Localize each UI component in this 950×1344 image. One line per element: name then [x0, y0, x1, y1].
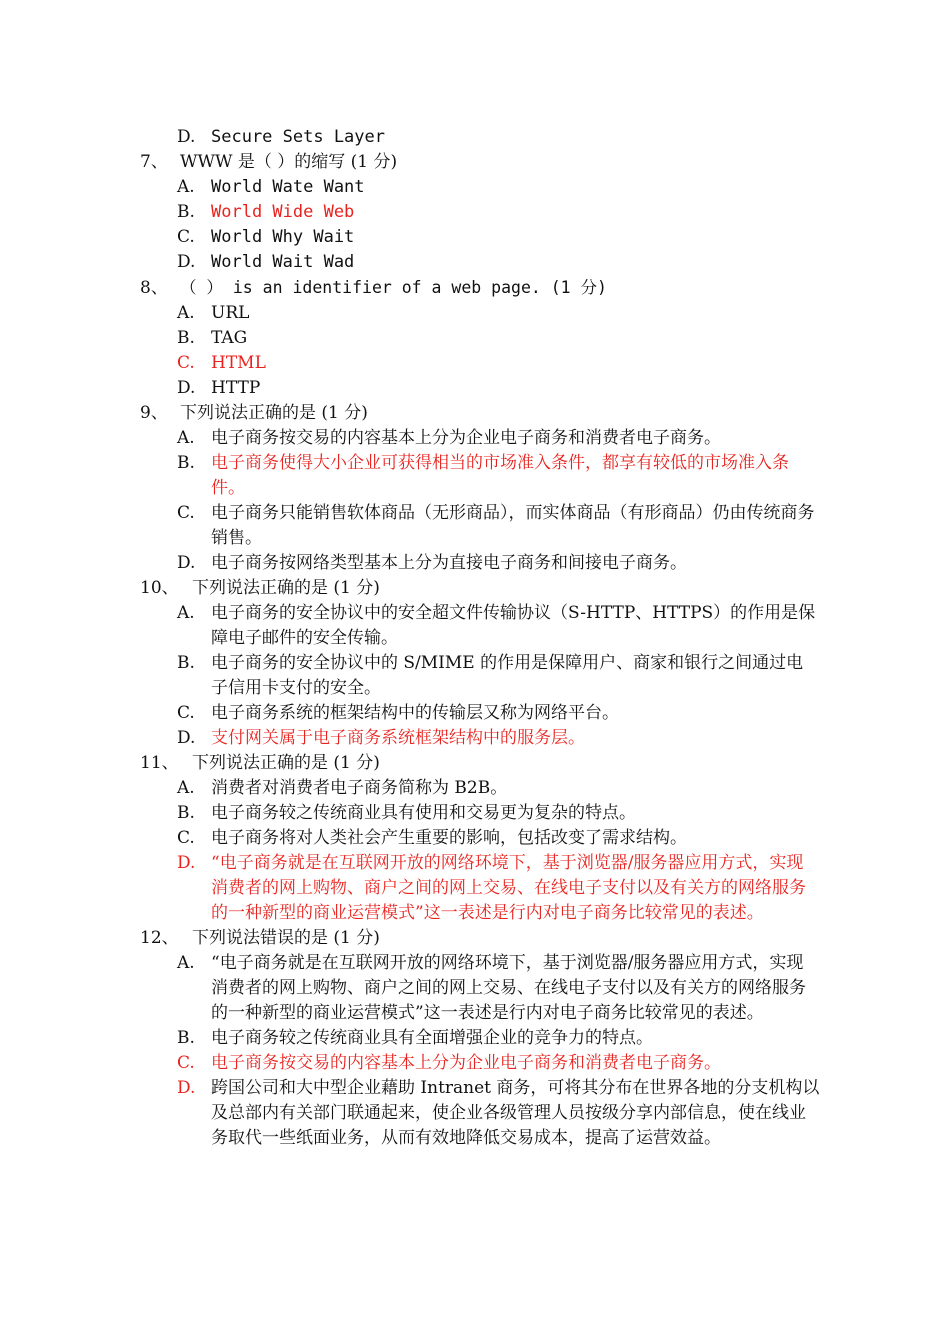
option-text: 电子商务较之传统商业具有全面增强企业的竞争力的特点。 — [211, 1028, 653, 1048]
q10-option-a — [177, 601, 820, 651]
option-letter: A. — [177, 177, 195, 197]
question-text: 下列说法错误的是 (1 分) — [192, 928, 380, 948]
option-text: 电子商务按交易的内容基本上分为企业电子商务和消费者电子商务。 — [211, 428, 721, 448]
question-number: 12、 — [140, 928, 179, 948]
option-text: TAG — [211, 328, 248, 348]
question-12 — [140, 926, 820, 951]
option-letter-answer: D. — [177, 853, 196, 873]
question-text: WWW 是（ ）的缩写 (1 分) — [180, 152, 398, 172]
q8-option-c — [177, 351, 820, 376]
option-letter: B. — [177, 453, 195, 473]
option-text-answer: 支付网关属于电子商务系统框架结构中的服务层。 — [211, 728, 585, 748]
q10-option-b — [177, 651, 820, 701]
q12-option-a — [177, 951, 820, 1026]
q7-option-b — [177, 200, 820, 225]
option-letter: A. — [177, 603, 195, 623]
option-letter: C. — [177, 703, 195, 723]
q12-option-d — [177, 1076, 820, 1151]
q11-option-a — [177, 776, 820, 801]
option-text-answer: HTML — [211, 353, 266, 373]
q9-option-c — [177, 501, 820, 551]
q11-option-b — [177, 801, 820, 826]
option-text: HTTP — [211, 378, 261, 398]
q8-option-d — [177, 376, 820, 401]
question-text: 下列说法正确的是 (1 分) — [180, 403, 368, 423]
option-text: “电子商务就是在互联网开放的网络环境下，基于浏览器/服务器应用方式，实现消费者的网上购物、商户之间的网上交易、在线电子支付以及有关方的网络服务的一种新型的商业运营模式”这一表述是行内对电子商务比较常见的表述。 — [211, 953, 806, 1023]
question-7 — [140, 150, 820, 175]
q8-option-b — [177, 326, 820, 351]
question-number: 11、 — [140, 753, 179, 773]
q12-option-c — [177, 1051, 820, 1076]
option-text: World Wate Want — [211, 177, 365, 197]
option-text-answer: World Wide Web — [211, 202, 355, 222]
option-text: World Wait Wad — [211, 252, 355, 272]
option-letter: B. — [177, 1028, 195, 1048]
option-letter-answer: C. — [177, 353, 195, 373]
option-letter: D. — [177, 252, 196, 272]
option-text: 消费者对消费者电子商务简称为 B2B。 — [211, 778, 508, 798]
question-10 — [140, 576, 820, 601]
q7-option-c — [177, 225, 820, 250]
q9-option-a — [177, 426, 820, 451]
option-letter: A. — [177, 778, 195, 798]
prev-question-option-d — [177, 125, 820, 150]
option-letter: B. — [177, 202, 195, 222]
question-number: 9、 — [140, 403, 168, 423]
option-text: 电子商务的安全协议中的 S/MIME 的作用是保障用户、商家和银行之间通过电子信用卡支付的安全。 — [211, 653, 804, 698]
q10-option-d — [177, 726, 820, 751]
option-text-answer: “电子商务就是在互联网开放的网络环境下，基于浏览器/服务器应用方式，实现消费者的网上购物、商户之间的网上交易、在线电子支付以及有关方的网络服务的一种新型的商业运营模式”这一表述是行内对电子商务比较常见的表述。 — [211, 853, 806, 923]
option-letter: D. — [177, 127, 196, 147]
question-list — [140, 125, 820, 1151]
option-text: World Why Wait — [211, 227, 355, 247]
option-letter: A. — [177, 953, 195, 973]
option-text: 跨国公司和大中型企业藉助 Intranet 商务，可将其分布在世界各地的分支机构以及总部内有关部门联通起来，使企业各级管理人员按级分享内部信息，使在线业务取代一些纸面业务，从而有效地降低交易成本，提高了运营效益。 — [211, 1078, 820, 1148]
question-text: 下列说法正确的是 (1 分) — [192, 753, 380, 773]
option-letter: C. — [177, 227, 195, 247]
q11-option-c — [177, 826, 820, 851]
option-text: 电子商务只能销售软体商品（无形商品），而实体商品（有形商品）仍由传统商务销售。 — [211, 503, 815, 548]
option-letter: C. — [177, 503, 195, 523]
option-letter-answer: C. — [177, 1053, 195, 1073]
question-8 — [140, 275, 820, 301]
option-text: 电子商务系统的框架结构中的传输层又称为网络平台。 — [211, 703, 619, 723]
option-letter: B. — [177, 653, 195, 673]
q11-option-d — [177, 851, 820, 926]
question-9 — [140, 401, 820, 426]
q9-option-d — [177, 551, 820, 576]
option-text-answer: 电子商务使得大小企业可获得相当的市场准入条件，都享有较低的市场准入条件。 — [211, 453, 789, 498]
question-11 — [140, 751, 820, 776]
option-text: Secure Sets Layer — [211, 127, 385, 147]
q7-option-d — [177, 250, 820, 275]
question-text: 下列说法正确的是 (1 分) — [192, 578, 380, 598]
option-text: 电子商务将对人类社会产生重要的影响，包括改变了需求结构。 — [211, 828, 687, 848]
option-letter: D. — [177, 728, 196, 748]
question-number: 10、 — [140, 578, 179, 598]
option-letter: A. — [177, 303, 195, 323]
q10-option-c — [177, 701, 820, 726]
question-number: 8、 — [140, 278, 168, 298]
option-letter: A. — [177, 428, 195, 448]
q8-option-a — [177, 301, 820, 326]
option-text: URL — [211, 303, 250, 323]
option-letter: D. — [177, 378, 196, 398]
question-text: （ ） is an identifier of a web page. (1 分) — [180, 278, 607, 297]
option-letter: B. — [177, 803, 195, 823]
option-letter: D. — [177, 553, 196, 573]
q12-option-b — [177, 1026, 820, 1051]
option-text: 电子商务按网络类型基本上分为直接电子商务和间接电子商务。 — [211, 553, 687, 573]
q9-option-b — [177, 451, 820, 501]
option-letter: B. — [177, 328, 195, 348]
q7-option-a — [177, 175, 820, 200]
option-text: 电子商务的安全协议中的安全超文件传输协议（S-HTTP、HTTPS）的作用是保障电子邮件的安全传输。 — [211, 603, 816, 648]
option-letter-answer: D. — [177, 1078, 196, 1098]
option-text: 电子商务较之传统商业具有使用和交易更为复杂的特点。 — [211, 803, 636, 823]
option-text-answer: 电子商务按交易的内容基本上分为企业电子商务和消费者电子商务。 — [211, 1053, 721, 1073]
question-number: 7、 — [140, 152, 168, 172]
option-letter: C. — [177, 828, 195, 848]
